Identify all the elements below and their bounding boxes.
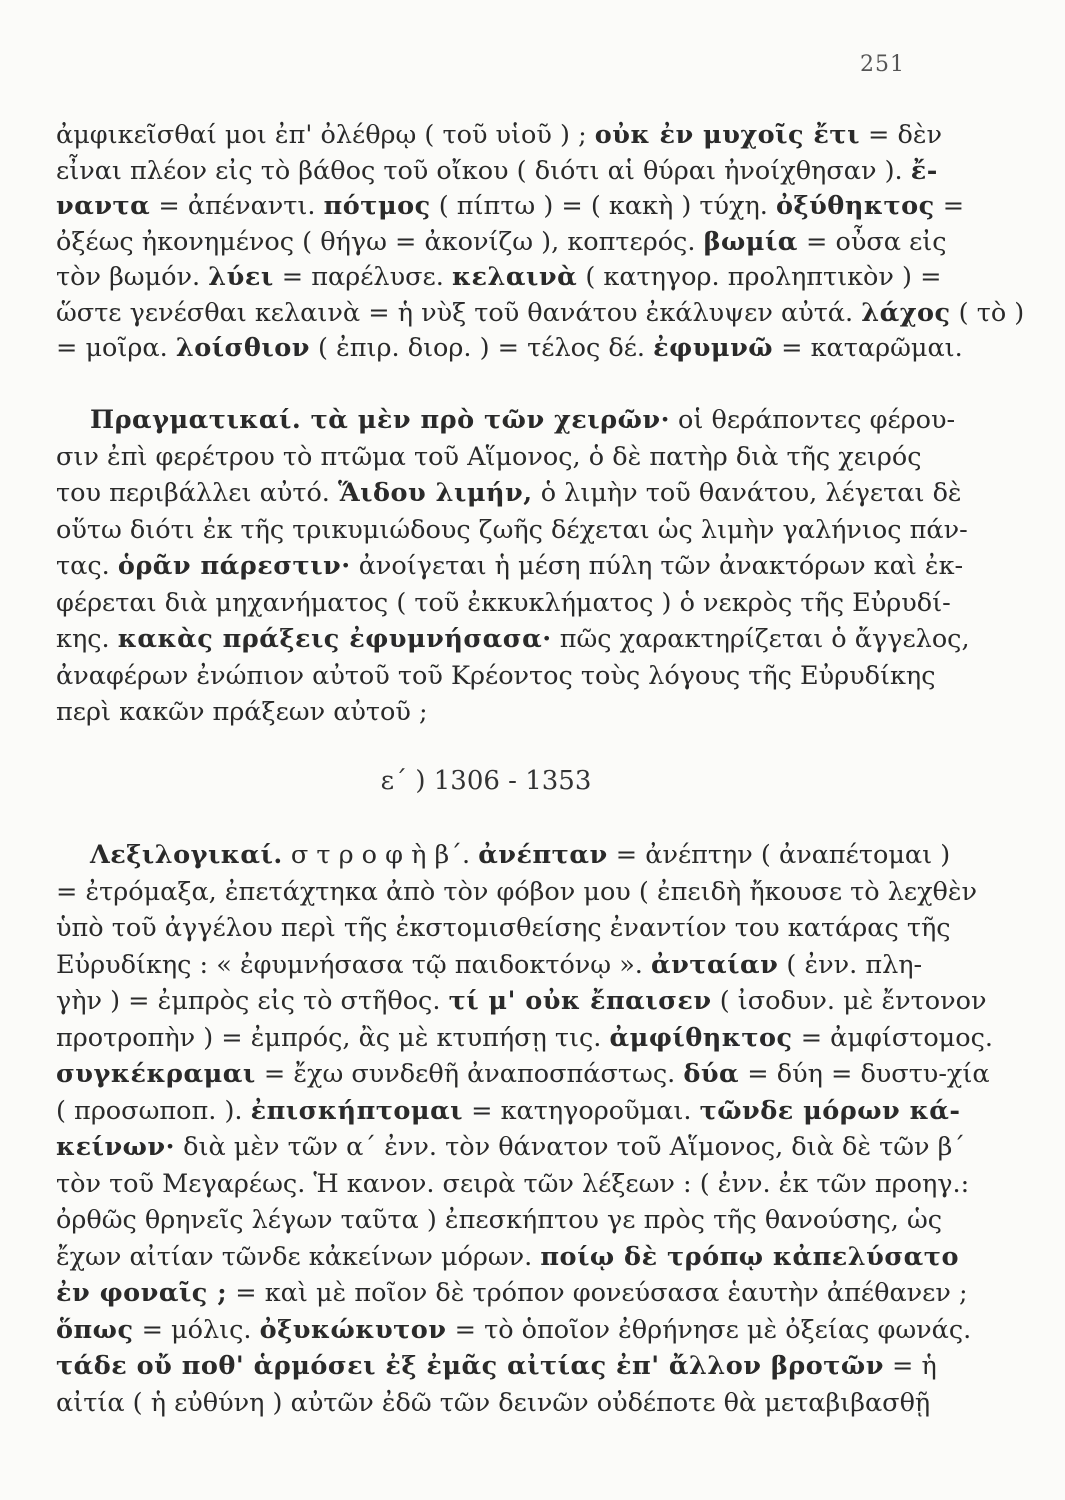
text-line [56,1130,966,1164]
bold-term: τί μ' οὐκ ἔπαισεν [448,986,712,1016]
text-line [56,1276,968,1310]
text-run: ὀξέως ἠκονημένος ( θήγω = ἀκονίζω ), κοπτερός. [56,226,704,257]
text-line [56,403,956,437]
text-run: ὀρθῶς θρηνεῖς λέγων ταῦτα ) ἐπεσκήπτου γε πρὸς τῆς θανούσης, ὡς [56,1205,943,1235]
bold-term: ποίῳ δὲ τρόπῳ κἀπελύσατο [540,1241,959,1272]
text-run: = τὸ ὁποῖον ἐθρήνησε μὲ ὀξείας φωνάς. [446,1314,972,1345]
text-run: εἶναι πλέον εἰς τὸ βάθος τοῦ οἴκου ( διότι αἱ θύραι ἠνοίχθησαν ). [56,155,911,186]
text-run: = παρέλυσε. [273,262,452,292]
bold-term: Πραγματικαί. τὰ μὲν πρὸ τῶν χειρῶν· [90,405,670,435]
text-line [56,1349,937,1383]
bold-term: ἀνταίαν [651,949,779,980]
text-line [56,1240,959,1274]
text-run: = καταρῶμαι. [773,333,963,363]
text-run: ( προσωποπ. ). [56,1095,251,1126]
text-run: = καὶ μὲ ποῖον δὲ τρόπον φονεύσασα ἑαυτὴν ἀπέθανεν ; [227,1278,968,1308]
text-line [56,911,951,945]
text-line [56,1094,961,1128]
text-line [56,586,951,620]
text-line [56,549,964,583]
bold-term: κακὰς πράξεις ἐφυμνήσασα· [117,624,552,654]
text-run: ( πίπτω ) = ( κακὴ ) τύχη. [430,191,776,221]
text-run: προτροπὴν ) = ἐμπρός, ἂς μὲ κτυπήσῃ τις. [56,1022,610,1053]
text-line [56,225,947,259]
bold-term: συγκέκραμαι [56,1059,256,1089]
text-run: περὶ κακῶν πράξεων αὐτοῦ ; [56,697,428,727]
bold-term: ἐφυμνῶ [653,333,774,363]
text-line [56,189,965,223]
bold-term: πότμος [323,191,431,221]
text-run: = ἔχω συνδεθῆ ἀναποσπάστως. [255,1059,684,1089]
text-line [56,1386,931,1420]
text-line [56,695,916,729]
text-line [56,1057,990,1091]
text-run: = δύη = δυστυ-χία [739,1059,990,1089]
bold-term: λύει [208,262,274,292]
section-heading: ε΄ ) 1306 - 1353 [380,766,592,796]
text-run: ἔχων αἰτίαν τῶνδε κἀκείνων μόρων. [56,1241,541,1272]
text-run: = δὲν [859,120,943,150]
text-run: = ἀπέναντι. [150,191,324,221]
text-run: = ἐτρόμαξα, ἐπετάχτηκα ἀπὸ τὸν φόβον μου ( ἐπειδὴ ἤκουσε τὸ λεχθὲν [56,876,978,907]
bold-term: ἐν φοναῖς ; [56,1278,228,1308]
text-line [56,476,962,510]
text-run: ἀνοίγεται ἡ μέση πύλη τῶν ἀνακτόρων καὶ ἐκ- [350,551,964,581]
bold-term: κελαινὰ [451,262,578,292]
text-run: ὥστε γενέσθαι κελαινὰ = ἡ νὺξ τοῦ θανάτου ἐκάλυψεν αὐτά. [56,297,862,328]
bold-term: ὀξύθηκτος [776,191,935,221]
bold-term: ἐπισκήπτομαι [250,1095,464,1126]
text-line [56,659,936,693]
text-run: ὁ λιμὴν τοῦ θανάτου, λέγεται δὲ [532,478,962,508]
text-run: φέρεται διὰ μηχανήματος ( τοῦ ἐκκυκλήματος ) ὁ νεκρὸς τῆς Εὐρυδί- [56,587,951,618]
bold-term: οὐκ ἐν μυχοῖς ἔτι [594,120,860,150]
text-line [56,838,950,872]
text-run: ( ἰσοδυν. μὲ ἔντονον [711,986,987,1016]
text-run: αἰτία ( ἡ εὐθύνη ) αὐτῶν ἐδῶ τῶν δεινῶν οὐδέποτε θὰ μεταβιβασθῇ [56,1387,931,1418]
bold-term: ναντα [56,191,151,221]
text-run: ( ἐπιρ. διορ. ) = τέλος δέ. [309,333,654,363]
bold-term: ὅπως [56,1314,134,1345]
text-line [56,513,968,547]
text-run: ὑπὸ τοῦ ἀγγέλου περὶ τῆς ἐκστομισθείσης ἐναντίον του κατάρας τῆς [56,913,951,943]
text-line [56,1167,970,1201]
text-line [56,875,978,909]
text-run: οὕτω διότι ἐκ τῆς τρικυμιώδους ζωῆς δέχεται ὡς λιμὴν γαλήνιος πάν- [56,514,968,545]
text-line [56,440,922,474]
text-run: ( τὸ ) [950,297,1025,328]
text-run: = οὖσα εἰς [797,226,947,257]
text-run: ( ἐνν. πλη- [778,949,923,980]
bold-term: Ἅιδου λιμήν, [338,478,533,508]
text-run: = ἡ [883,1351,937,1381]
text-run: = μοῖρα. [56,333,176,363]
bold-term: ὁρᾶν πάρεστιν· [117,551,351,581]
text-line [56,154,938,188]
text-run: = μόλις. [133,1314,260,1345]
text-line [56,1203,943,1237]
bold-term: ἀνέπταν [478,840,608,870]
text-run: οἱ θεράποντες φέρου- [669,405,956,435]
text-run: σιν ἐπὶ φερέτρου τὸ πτῶμα τοῦ Αἵμονος, ὁ δὲ πατὴρ διὰ τῆς χειρός [56,441,922,472]
text-run: = κατηγοροῦμαι. [463,1095,700,1126]
text-line [56,118,943,152]
text-run: σ τ ρ ο φ ὴ β΄. [282,840,479,870]
bold-term: δύα [683,1059,740,1089]
text-line [56,1021,993,1055]
page-number: 251 [860,52,905,77]
text-run: πῶς χαρακτηρίζεται ὁ ἄγγελος, [551,624,970,654]
text-run: τας. [56,551,118,581]
bold-term: ἔ- [910,155,938,186]
text-line [56,331,963,365]
text-run: τὸν τοῦ Μεγαρέως. Ἡ κανον. σειρὰ τῶν λέξεων : ( ἐνν. ἐκ τῶν προηγ.: [56,1168,970,1199]
text-run: γὴν ) = ἐμπρὸς εἰς τὸ στῆθος. [56,986,449,1016]
text-run: = ἀνέπτην ( ἀναπέτομαι ) [607,840,951,870]
text-line [56,622,970,656]
bold-term: Λεξιλογικαί. [90,840,283,870]
text-run: = ἀμφίστομος. [792,1022,993,1053]
bold-term: βωμία [703,226,798,257]
text-run: του περιβάλλει αὐτό. [56,478,339,508]
text-line [56,984,987,1018]
bold-term: λάχος [861,297,951,328]
text-run: τὸν βωμόν. [56,262,209,292]
text-run: ἀναφέρων ἐνώπιον αὐτοῦ τοῦ Κρέοντος τοὺς λόγους τῆς Εὐρυδίκης [56,660,936,691]
bold-term: τῶνδε μόρων κά- [699,1095,961,1126]
bold-term: ὀξυκώκυτον [259,1314,447,1345]
text-run: διὰ μὲν τῶν α΄ ἐνν. τὸν θάνατον τοῦ Αἵμονος, διὰ δὲ τῶν β΄ [175,1132,966,1162]
text-run: = [934,191,965,221]
bold-term: λοίσθιον [175,333,310,363]
text-line [56,296,1025,330]
text-run: κης. [56,624,118,654]
text-line [56,1313,972,1347]
text-run: Εὐρυδίκης : « ἐφυμνήσασα τῷ παιδοκτόνῳ ». [56,949,652,980]
bold-term: τάδε οὔ ποθ' ἁρμόσει ἐξ ἐμᾶς αἰτίας ἐπ' ἄλλον βροτῶν [56,1351,884,1381]
text-run: ( κατηγορ. προληπτικὸν ) = [577,262,942,292]
bold-term: ἀμφίθηκτος [609,1022,793,1053]
bold-term: κείνων· [56,1132,175,1162]
text-line [56,948,923,982]
text-run: ἀμφικεῖσθαί μοι ἐπ' ὀλέθρῳ ( τοῦ υἱοῦ ) ; [56,120,595,150]
text-line [56,260,942,294]
